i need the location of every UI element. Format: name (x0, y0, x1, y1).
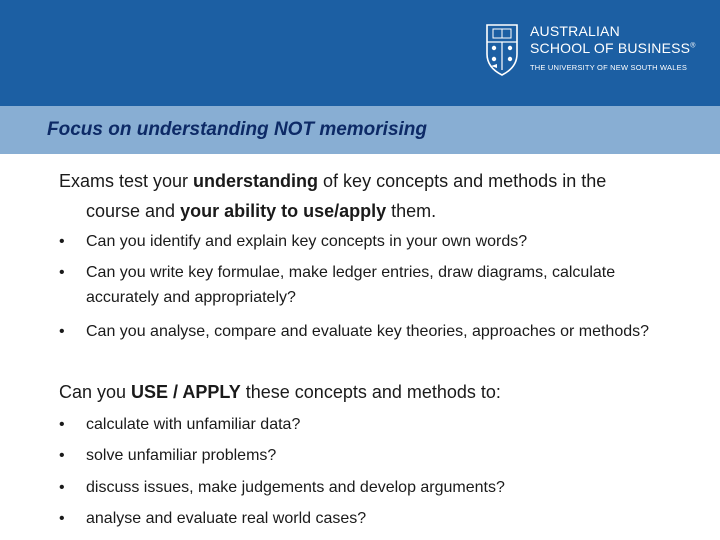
university-crest-icon (484, 22, 520, 76)
intro2-bold-use-apply: USE / APPLY (131, 382, 241, 402)
bullet-icon: • (59, 479, 65, 496)
bullet-text: solve unfamiliar problems? (86, 447, 277, 464)
intro-text-1: Exams test your (59, 171, 194, 191)
slide-title: Focus on understanding NOT memorising (47, 119, 428, 140)
bullet-text: analyse and evaluate real world cases? (86, 510, 367, 527)
bullet-icon: • (59, 264, 65, 281)
section1-intro (59, 166, 699, 226)
list-item (59, 475, 699, 500)
list-item (59, 506, 699, 531)
logo-line-australian: AUSTRALIAN (530, 23, 620, 39)
intro2-text-2: these concepts and methods to: (240, 382, 501, 402)
bullet-text: calculate with unfamiliar data? (86, 416, 301, 433)
bullet-icon: • (59, 323, 65, 340)
logo-trademark: ® (690, 42, 696, 50)
list-item (59, 260, 689, 310)
intro-text-4: them. (386, 201, 437, 221)
bullet-icon: • (59, 233, 65, 250)
bullet-text: Can you write key formulae, make ledger entries, draw diagrams, calculate accurately and appropriately? (86, 264, 616, 306)
intro-text-2: of key concepts and methods in the (318, 171, 607, 191)
list-item (59, 319, 649, 344)
header-banner (0, 0, 720, 106)
bullet-text: discuss issues, make judgements and develop arguments? (86, 479, 505, 496)
intro-continuation (59, 196, 699, 226)
intro2-text-1: Can you (59, 382, 132, 402)
bullet-icon: • (59, 416, 65, 433)
logo-school-text: SCHOOL OF BUSINESS (530, 40, 691, 56)
list-item (59, 412, 699, 437)
logo-line-school (530, 41, 696, 55)
intro-bold-ability: your ability to use/apply (180, 201, 387, 221)
logo-line-university: THE UNIVERSITY OF NEW SOUTH WALES (530, 63, 688, 72)
intro-text-3: course and (86, 201, 181, 221)
section2-intro (59, 377, 699, 407)
list-item (59, 229, 699, 254)
bullet-icon: • (59, 447, 65, 464)
bullet-text: Can you analyse, compare and evaluate key theories, approaches or methods? (86, 323, 650, 340)
school-logo (484, 22, 696, 82)
title-band (0, 106, 720, 154)
bullet-text: Can you identify and explain key concepts in your own words? (86, 233, 528, 250)
bullet-icon: • (59, 510, 65, 527)
list-item (59, 443, 699, 468)
intro-bold-understanding: understanding (193, 171, 319, 191)
